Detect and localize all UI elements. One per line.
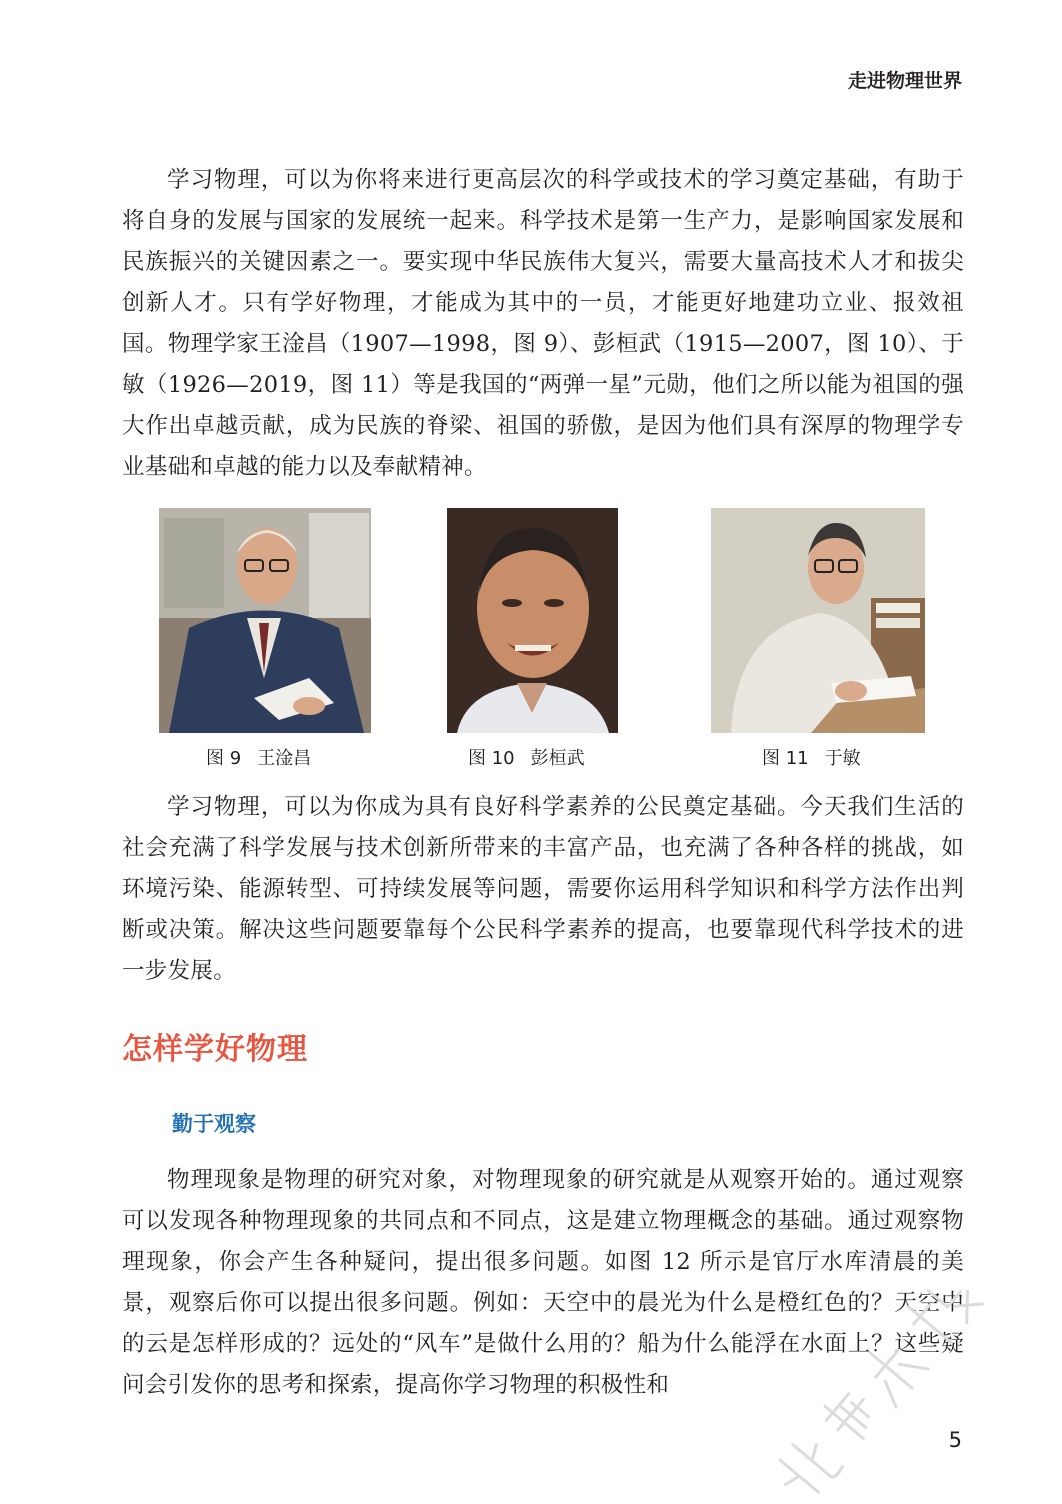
figure-11-photo: [711, 508, 925, 733]
page-number: 5: [948, 1428, 962, 1452]
figure-9-caption: [206, 744, 311, 770]
body-paragraph-3: 物理现象是物理的研究对象，对物理现象的研究就是从观察开始的。通过观察可以发现各种物理现象的共同点和不同点，这是建立物理概念的基础。通过观察物理现象，你会产生各种疑问，提出很多问题。如图 12 所示是官厅水库清晨的美景，观察后你可以提出很多问题。例如：天空中的晨光为什么是橙红色的？天空中的云是怎样形成的？远处的“风车”是做什么用的？船为什么能浮在水面上？这些疑问会引发你的思考和探索，提高你学习物理的积极性和: [122, 1167, 964, 1398]
figure-9-number: 图 9: [206, 748, 242, 769]
portrait-illustration-1: [159, 508, 371, 733]
figure-9-name: 王淦昌: [257, 748, 312, 769]
portrait-illustration-2: [447, 508, 618, 733]
running-header-title: 走进物理世界: [847, 70, 962, 92]
figure-10-number: 图 10: [468, 748, 515, 769]
figure-11-number: 图 11: [762, 748, 809, 769]
portrait-illustration-3: [711, 508, 925, 733]
figure-9-photo: [159, 508, 371, 733]
section-heading: 怎样学好物理: [122, 1032, 308, 1067]
figure-11-name: 于敏: [824, 748, 861, 769]
figure-11-caption: [762, 744, 861, 770]
body-paragraph-2: 学习物理，可以为你成为具有良好科学素养的公民奠定基础。今天我们生活的社会充满了科学发展与技术创新所带来的丰富产品，也充满了各种各样的挑战，如环境污染、能源转型、可持续发展等问题，需要你运用科学知识和科学方法作出判断或决策。解决这些问题要靠每个公民科学素养的提高，也要靠现代科学技术的进一步发展。: [122, 794, 964, 984]
figure-10-photo: [447, 508, 618, 733]
body-paragraph-1: 学习物理，可以为你将来进行更高层次的科学或技术的学习奠定基础，有助于将自身的发展与国家的发展统一起来。科学技术是第一生产力，是影响国家发展和民族振兴的关键因素之一。要实现中华民族伟大复兴，需要大量高技术人才和拔尖创新人才。只有学好物理，才能成为其中的一员，才能更好地建功立业、报效祖国。物理学家王淦昌（1907—1998，图 9）、彭桓武（1915—2007，图 10）、于敏（1926—2019，图 11）等是我国的“两弹一星”元勋，他们之所以能为祖国的强大作出卓越贡献，成为民族的脊梁、祖国的骄傲，是因为他们具有深厚的物理学专业基础和卓越的能力以及奉献精神。: [122, 167, 964, 480]
figure-10-caption: [468, 744, 585, 770]
sub-heading: 勤于观察: [172, 1112, 256, 1136]
figure-10-name: 彭桓武: [530, 748, 585, 769]
